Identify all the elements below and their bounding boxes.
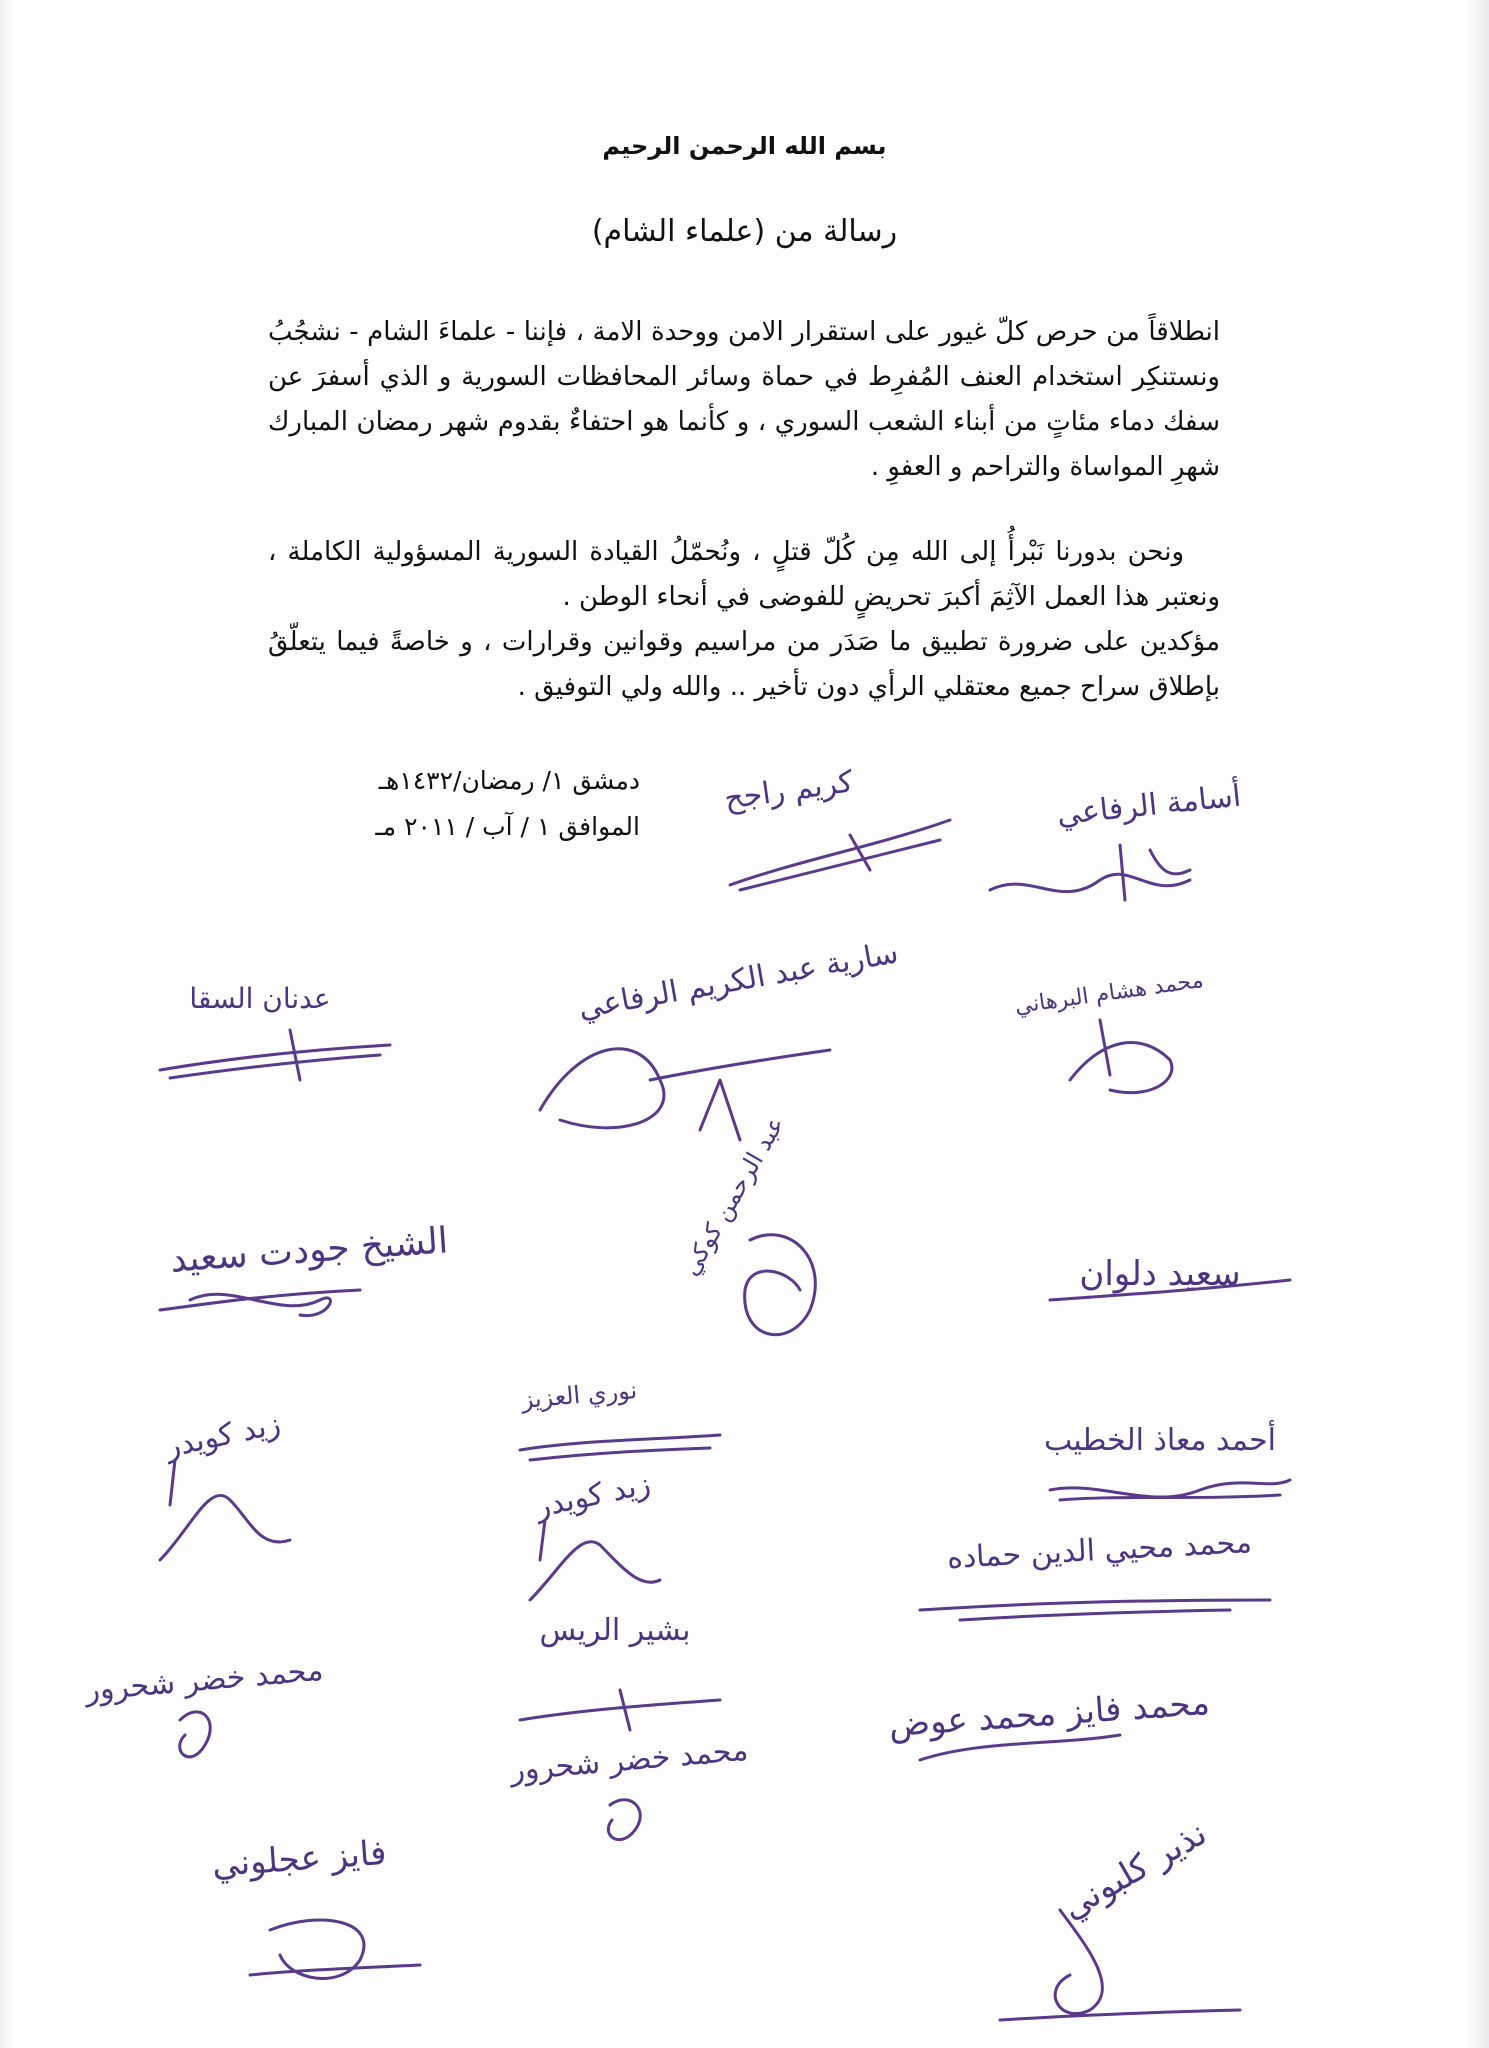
signature-usama-alrifai [990, 775, 1243, 900]
signature-hisham-alburhani-name: محمد هشام البرهاني [1013, 967, 1205, 1020]
signature-zaid-kuwaider-1-name: زيد كويدر [162, 1406, 284, 1465]
signature-adnan-alsaqqa [160, 982, 390, 1080]
signature-abdulrahman-kouki [676, 1112, 815, 1335]
signature-nadhir-kalbouni [1000, 1813, 1240, 2020]
signature-khudr-shahrour-1-name: محمد خضر شحرور [83, 1652, 325, 1709]
signature-fayez-ajlouni-name: فايز عجلوني [210, 1832, 388, 1886]
signature-fayez-awad [887, 1683, 1211, 1760]
date-hijri: دمشق ١/ رمضان/١٤٣٢هـ [378, 766, 640, 795]
paragraph-2-text: ونحن بدورنا نَبْرأُ إلى الله مِن كُلّ قتلٍ ، ونُحمّلُ القيادة السورية المسؤولية الكاملة ، ونعتبر هذا العمل الآثِمَ أكبرَ تحريضٍ للفوضى في أنحاء الوطن . [268, 537, 1220, 612]
date-gregorian: الموافق ١ / آب / ٢٠١١ مـ [375, 812, 640, 841]
signature-khudr-shahrour-2-name: محمد خضر شحرور [508, 1732, 750, 1789]
signature-karim-rajeh [722, 764, 950, 890]
signature-abdulrahman-kouki-name: عبد الرحمن كوكي [676, 1111, 790, 1281]
signature-adnan-alsaqqa-name: عدنان السقا [189, 982, 331, 1015]
signature-sariya-alrifai [540, 935, 901, 1140]
signature-nadhir-kalbouni-name: نذير كلبوني [1055, 1813, 1214, 1928]
signature-zaid-kuwaider-2-name: زيد كويدر [532, 1466, 654, 1525]
signature-karim-rajeh-name: كريم راجح [722, 764, 856, 817]
paragraph-3-text: مؤكدين على ضرورة تطبيق ما صَدَر من مراسيم وقوانين وقرارات ، و خاصةً فيما يتعلّقُ بإطلاق سراح جميع معتقلي الرأي دون تأخير .. والله ولي التوفيق . [268, 627, 1220, 702]
signature-saeed-dalwan-name: سعيد دلوان [1079, 1254, 1241, 1294]
signature-nouri-alaziz [519, 1376, 720, 1460]
signature-sariya-alrifai-name: سارية عبد الكريم الرفاعي [575, 935, 901, 1026]
signature-zaid-kuwaider-1 [160, 1406, 290, 1560]
signature-bashir-alrayes-name: بشير الريس [539, 1613, 691, 1648]
signature-jawdat-saeed [160, 1220, 449, 1315]
signature-nouri-alaziz-name: نوري العزيز [520, 1376, 639, 1415]
bismillah-heading: بسم الله الرحمن الرحيم [602, 132, 887, 160]
signature-ahmad-moaz-alkhatib [1044, 1419, 1290, 1500]
paragraph-1-text: انطلاقاً من حرص كلّ غيور على استقرار الامن ووحدة الامة ، فإننا - علماءَ الشام - نشجُبُ ونستنكِر استخدام العنف المُفرِط في حماة وسائر المحافظات السورية و الذي أسفرَ عن سفك دماء مئاتٍ من أبناء الشعب السوري ، و كأنما هو احتفاءٌ بقدوم شهر رمضان المبارك شهرِ المواساة والتراحم و العفوِ . [268, 317, 1220, 482]
signature-ahmad-moaz-alkhatib-name: أحمد معاذ الخطيب [1043, 1423, 1277, 1458]
signature-jawdat-saeed-name: الشيخ جودت سعيد [169, 1220, 450, 1281]
signature-muhyiddin-hamada [920, 1525, 1270, 1620]
signature-usama-alrifai-name: أسامة الرفاعي [1055, 778, 1243, 833]
signature-fayez-ajlouni [211, 1833, 420, 1979]
letter-title: رسالة من (علماء الشام) [591, 214, 898, 249]
signature-khudr-shahrour-1 [82, 1653, 325, 1757]
signature-zaid-kuwaider-2 [530, 1466, 660, 1600]
signature-hisham-alburhani [1013, 968, 1205, 1093]
signature-fayez-awad-name: محمد فايز محمد عوض [887, 1682, 1212, 1746]
signature-khudr-shahrour-2 [507, 1733, 750, 1840]
signature-muhyiddin-hamada-name: محمد محيي الدين حماده [946, 1525, 1253, 1576]
signature-bashir-alrayes [520, 1613, 720, 1730]
signature-saeed-dalwan [1050, 1254, 1290, 1300]
